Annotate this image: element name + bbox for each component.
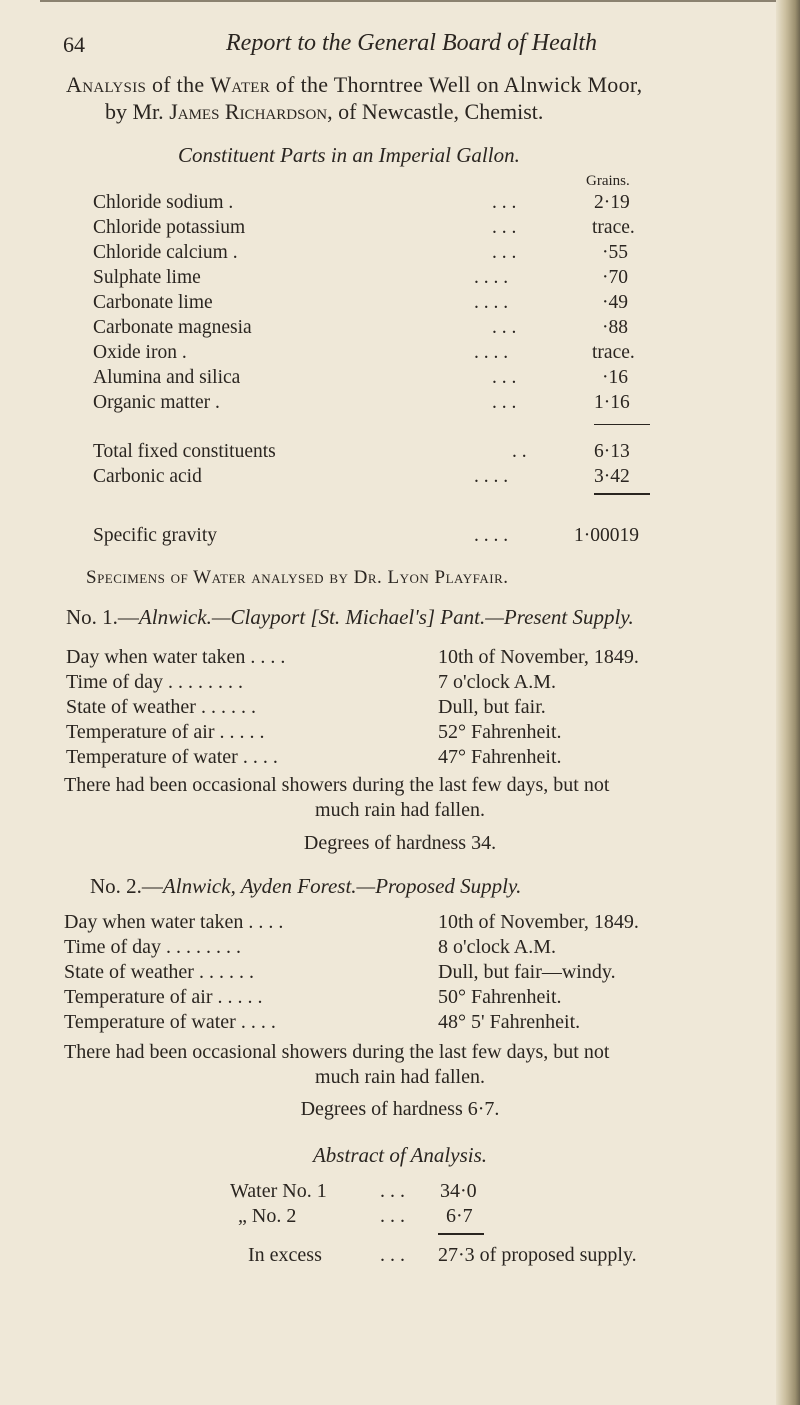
excess-value: 27·3 of proposed supply. xyxy=(438,1244,637,1266)
table-subheading: Constituent Parts in an Imperial Gallon. xyxy=(178,143,520,167)
analysis-title-water: Water xyxy=(210,72,271,97)
specimen-2-number: No. 2.— xyxy=(90,874,163,898)
row-value: trace. xyxy=(592,342,635,363)
specimen-1-place: Alnwick.—Clayport [St. Michael's] Pant.—Present Supply. xyxy=(138,605,634,629)
row-dots: . . . . xyxy=(474,267,509,288)
specimen-2-place: Alnwick, Ayden Forest.—Proposed Supply. xyxy=(162,874,522,898)
specimen-1-label: Day when water taken . . . . xyxy=(66,646,286,668)
specimen-1-note-cont: much rain had fallen. xyxy=(315,799,485,821)
specimen-2-label: Temperature of water . . . . xyxy=(64,1011,276,1033)
row-dots: . . . . xyxy=(474,342,509,363)
subtotal-rule xyxy=(594,424,650,425)
analysis-word: Analysis xyxy=(66,72,147,97)
analysis-title-of: of the xyxy=(151,72,205,97)
specimen-1-label: Temperature of air . . . . . xyxy=(66,721,265,743)
specimen-1-value: 10th of November, 1849. xyxy=(438,646,639,668)
specimen-1-heading xyxy=(66,605,634,630)
specimen-2-note: There had been occasional showers during the last few days, but not xyxy=(64,1041,610,1063)
specimen-2-value: Dull, but fair—windy. xyxy=(438,961,616,983)
specimen-2-hardness: Degrees of hardness 6·7. xyxy=(300,1098,500,1120)
row-dots: . . . xyxy=(492,317,517,338)
abstract-title: Abstract of Analysis. xyxy=(312,1143,488,1167)
specimen-2-value: 10th of November, 1849. xyxy=(438,911,639,933)
row-value: 2·19 xyxy=(594,192,630,213)
page-number: 64 xyxy=(63,32,85,57)
table-row xyxy=(0,466,800,492)
table-row xyxy=(0,242,800,268)
row-label: Chloride sodium . xyxy=(93,192,234,213)
specimens-title-a: Specimens of Water analysed by xyxy=(86,567,349,588)
specimen-1-label: State of weather . . . . . . xyxy=(66,696,256,718)
row-label: Carbonate magnesia xyxy=(93,317,252,338)
row-value: 1·16 xyxy=(594,392,630,413)
row-value: 6·13 xyxy=(594,441,630,462)
row-dots: . . . xyxy=(492,367,517,388)
chemist-name: James Richardson, xyxy=(169,99,333,124)
abstract-label: „ No. 2 xyxy=(238,1205,297,1227)
specimen-2-value: 48° 5' Fahrenheit. xyxy=(438,1011,581,1033)
row-value: ·16 xyxy=(602,367,628,388)
row-value: 3·42 xyxy=(594,466,630,487)
row-value: ·70 xyxy=(602,267,628,288)
row-dots: . . . xyxy=(492,192,517,213)
specimen-2-note-cont: much rain had fallen. xyxy=(315,1066,485,1088)
excess-label: In excess xyxy=(248,1244,322,1266)
specimen-1-value: 47° Fahrenheit. xyxy=(438,746,562,768)
row-dots: . . . xyxy=(492,392,517,413)
row-value: ·88 xyxy=(602,317,628,338)
specimen-2-value: 50° Fahrenheit. xyxy=(438,986,562,1008)
abstract-value: 34·0 xyxy=(440,1180,477,1202)
row-dots: . . . . xyxy=(474,466,509,487)
table-row xyxy=(0,525,800,551)
specimen-2-label: Temperature of air . . . . . xyxy=(64,986,263,1008)
specimen-2-label: Day when water taken . . . . xyxy=(64,911,284,933)
specimen-1-hardness: Degrees of hardness 34. xyxy=(303,832,497,854)
specimen-1-label: Temperature of water . . . . xyxy=(66,746,278,768)
table-row xyxy=(0,292,800,318)
specimen-2-value: 8 o'clock A.M. xyxy=(438,936,557,958)
total-rule xyxy=(594,493,650,495)
top-border xyxy=(40,0,776,2)
table-row xyxy=(0,217,800,243)
analysis-title-line1 xyxy=(66,72,642,98)
table-row xyxy=(0,441,800,467)
table-row xyxy=(0,392,800,418)
row-label: Chloride potassium xyxy=(93,217,246,238)
specimen-2-heading xyxy=(90,874,521,899)
row-dots: . . . xyxy=(492,242,517,263)
row-dots: . . . . xyxy=(474,292,509,313)
table-row xyxy=(0,367,800,393)
specimen-1-number: No. 1.— xyxy=(66,605,139,629)
unit-header: Grains. xyxy=(586,173,630,189)
specimen-2-label: State of weather . . . . . . xyxy=(64,961,254,983)
row-value: ·49 xyxy=(602,292,628,313)
row-label: Oxide iron . xyxy=(93,342,187,363)
row-label: Carbonic acid xyxy=(93,466,202,487)
row-label: Sulphate lime xyxy=(93,267,201,288)
row-dots: . . . xyxy=(492,217,517,238)
specimens-title xyxy=(86,567,509,589)
abstract-rule xyxy=(438,1233,484,1235)
row-value: trace. xyxy=(592,217,635,238)
specimen-2-label: Time of day . . . . . . . . xyxy=(64,936,242,958)
analysis-title-rest: of the Thorntree Well on Alnwick Moor, xyxy=(275,72,643,97)
specimen-1-value: Dull, but fair. xyxy=(438,696,546,718)
abstract-label: Water No. 1 xyxy=(230,1180,327,1202)
specimen-1-value: 7 o'clock A.M. xyxy=(438,671,557,693)
row-label: Alumina and silica xyxy=(93,367,241,388)
analysis-by: by Mr. xyxy=(105,99,164,124)
row-label: Specific gravity xyxy=(93,525,217,546)
row-label: Carbonate lime xyxy=(93,292,213,313)
abstract-dots: . . . xyxy=(380,1205,405,1227)
specimens-title-b: Dr. Lyon Playfair. xyxy=(353,567,509,588)
abstract-dots: . . . xyxy=(380,1180,405,1202)
row-dots: . . xyxy=(512,441,527,462)
excess-dots: . . . xyxy=(380,1244,405,1266)
row-label: Chloride calcium . xyxy=(93,242,238,263)
specimen-1-label: Time of day . . . . . . . . xyxy=(66,671,244,693)
row-value: 1·00019 xyxy=(574,525,639,546)
row-label: Organic matter . xyxy=(93,392,220,413)
row-dots: . . . . xyxy=(474,525,509,546)
table-row xyxy=(0,317,800,343)
table-row xyxy=(0,342,800,368)
table-row xyxy=(0,267,800,293)
abstract-value: 6·7 xyxy=(446,1205,473,1227)
specimen-1-value: 52° Fahrenheit. xyxy=(438,721,562,743)
row-label: Total fixed constituents xyxy=(93,441,276,462)
chemist-place: of Newcastle, Chemist. xyxy=(338,99,544,124)
row-value: ·55 xyxy=(602,242,628,263)
analysis-title-line2 xyxy=(105,99,543,125)
specimen-1-note: There had been occasional showers during the last few days, but not xyxy=(64,774,610,796)
running-header: Report to the General Board of Health xyxy=(226,30,598,56)
table-row xyxy=(0,192,800,218)
